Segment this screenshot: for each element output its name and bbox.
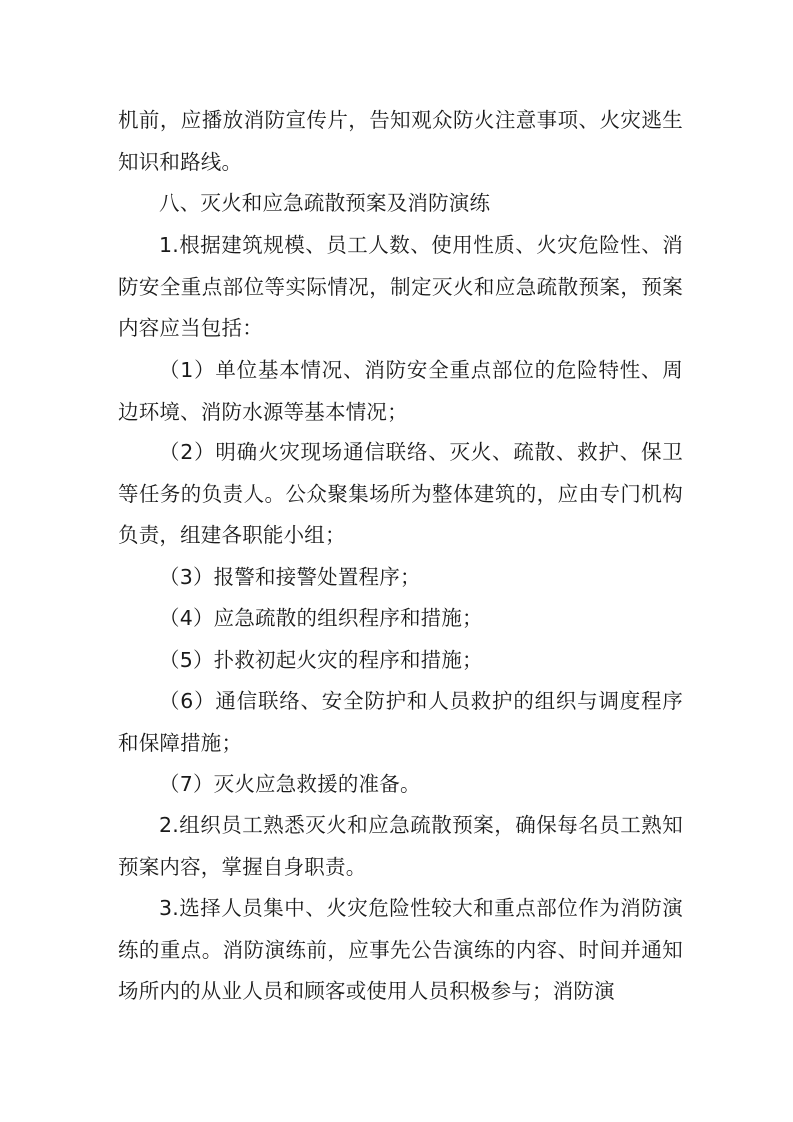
paragraph-item-1: 1.根据建筑规模、员工人数、使用性质、火灾危险性、消防安全重点部位等实际情况，制定灭火和应急疏散预案，预案内容应当包括： (118, 233, 683, 340)
paragraph-subitem-7: （7）灭火应急救援的准备。 (159, 772, 421, 796)
paragraph-item-3: 3.选择人员集中、火灾危险性较大和重点部位作为消防演练的重点。消防演练前，应事先公告演练的内容、时间并通知场所内的从业人员和顾客或使用人员积极参与；消防演 (118, 896, 683, 1003)
paragraph-subitem-3: （3）报警和接警处置程序； (159, 565, 421, 589)
paragraph-subitem-6: （6）通信联络、安全防护和人员救护的组织与调度程序和保障措施； (118, 689, 683, 755)
section-heading: 八、灭火和应急疏散预案及消防演练 (159, 191, 491, 215)
paragraph-subitem-2: （2）明确火灾现场通信联络、灭火、疏散、救护、保卫等任务的负责人。公众聚集场所为整体建筑的，应由专门机构负责，组建各职能小组； (118, 440, 683, 547)
paragraph-subitem-1: （1）单位基本情况、消防安全重点部位的危险特性、周边环境、消防水源等基本情况； (118, 358, 683, 424)
paragraph-subitem-4: （4）应急疏散的组织程序和措施； (159, 606, 483, 630)
paragraph-subitem-5: （5）扑救初起火灾的程序和措施； (159, 648, 483, 672)
paragraph-item-2: 2.组织员工熟悉灭火和应急疏散预案，确保每名员工熟知预案内容，掌握自身职责。 (118, 813, 683, 879)
paragraph-continuation: 机前，应播放消防宣传片，告知观众防火注意事项、火灾逃生知识和路线。 (118, 108, 683, 174)
